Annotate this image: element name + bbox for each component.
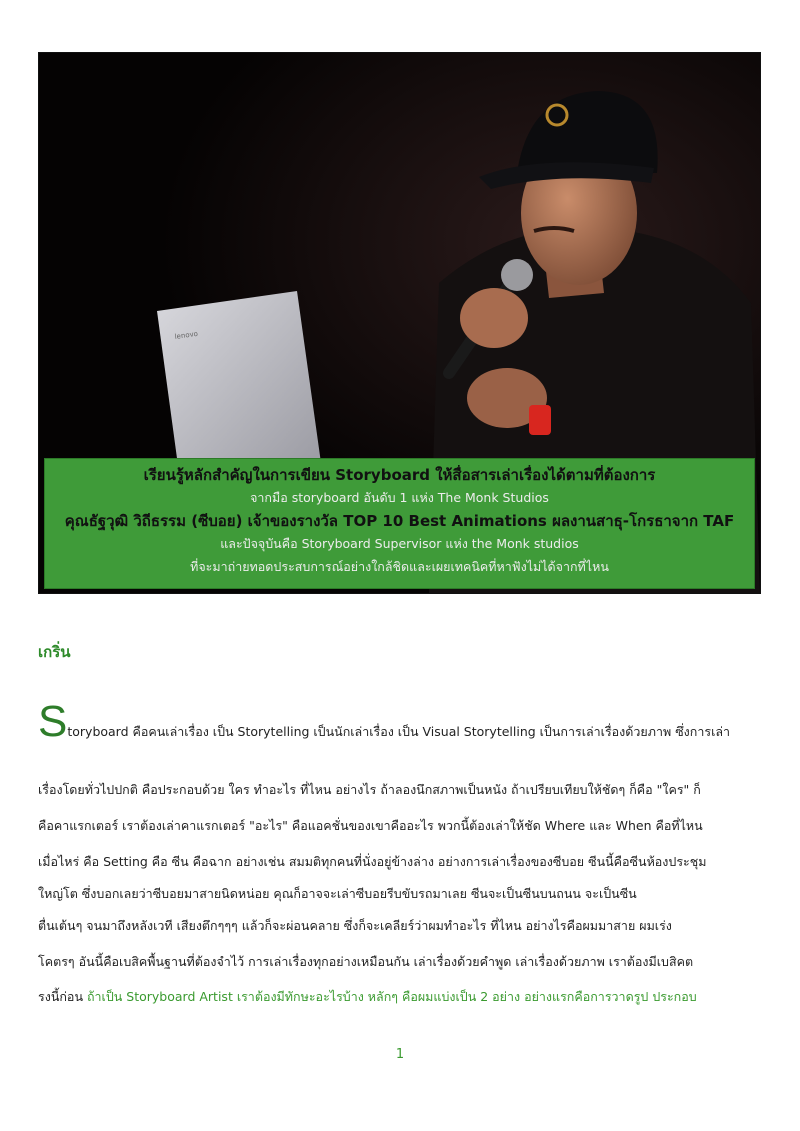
article-line-8-black: รงนี้ก่อน bbox=[38, 989, 87, 1004]
drop-cap: S bbox=[38, 700, 68, 744]
article-line-4: เมื่อไหร่ คือ Setting คือ ซีน คือฉาก อย่างเช่น สมมติทุกคนที่นั่งอยู่ข้างล่าง อย่างการเล่าเรื่องของซีบอย ซีนนี้คือซีนห้องประชุม bbox=[38, 854, 707, 869]
caption-speaker: คุณธัฐวุฒิ วิถีธรรม (ซีบอย) เจ้าของรางวัล TOP 10 Best Animations ผลงานสาธุ-โกรธาจาก TAF bbox=[64, 512, 735, 530]
section-heading: เกริ่น bbox=[38, 643, 71, 661]
article-line-5: ใหญ่โต ซึ่งบอกเลยว่าซีบอยมาสายนิดหน่อย คุณก็อาจจะเล่าซีบอยรีบขับรถมาเลย ซีนจะเป็นซีนบนถนน จะเป็นซีน bbox=[38, 886, 637, 901]
hero-photo bbox=[38, 52, 761, 594]
article-line-7: โคตรๆ อันนี้คือเบสิคพื้นฐานที่ต้องจำไว้ การเล่าเรื่องทุกอย่างเหมือนกัน เล่าเรื่องด้วยคำพูด เล่าเรื่องด้วยภาพ เราต้องมีเบสิคต bbox=[38, 954, 694, 969]
svg-text:lenovo: lenovo bbox=[174, 329, 199, 341]
article-line-1-text: toryboard คือคนเล่าเรื่อง เป็น Storytelling เป็นนักเล่าเรื่อง เป็น Visual Storytelling เป็นการเล่าเรื่องด้วยภาพ ซึ่งการเล่า bbox=[67, 724, 731, 739]
article-line-8 bbox=[38, 987, 762, 1007]
article-line-8-highlight: ถ้าเป็น Storyboard Artist เราต้องมีทักษะอะไรบ้าง หลักๆ คือผมแบ่งเป็น 2 อย่าง อย่างแรกคือการวาดรูป ประกอบ bbox=[86, 989, 697, 1004]
article-line-2: เรื่องโดยทั่วไปปกติ คือประกอบด้วย ใคร ทำอะไร ที่ไหน อย่างไร ถ้าลองนึกสภาพเป็นหนัง ถ้าเปรียบเทียบให้ชัดๆ ก็คือ "ใคร" ก็ bbox=[38, 782, 701, 797]
caption-promise: ที่จะมาถ่ายทอดประสบการณ์อย่างใกล้ชิดและเผยเทคนิคที่หาฟังไม่ได้จากที่ไหน bbox=[190, 559, 609, 574]
microphone-icon bbox=[501, 259, 533, 291]
watch-icon bbox=[529, 405, 551, 435]
page-number: 1 bbox=[395, 1047, 405, 1062]
caption-headline: เรียนรู้หลักสำคัญในการเขียน Storyboard ให้สื่อสารเล่าเรื่องได้ตามที่ต้องการ bbox=[143, 466, 656, 484]
laptop-icon bbox=[157, 291, 321, 473]
article-line-1 bbox=[38, 700, 762, 744]
article-line-3: คือคาแรกเตอร์ เราต้องเล่าคาแรกเตอร์ "อะไร" คือแอคชั่นของเขาคืออะไร พวกนี้ต้องเล่าให้ชัด Where และ When คือที่ไหน bbox=[38, 818, 703, 833]
article-line-6: ตื่นเต้นๆ จนมาถึงหลังเวที เสียงตึกๆๆๆ แล้วก็จะผ่อนคลาย ซึ่งก็จะเคลียร์ว่าผมทำอะไร ที่ไหน อย่างไรคือผมมาสาย ผมเร่ง bbox=[38, 918, 672, 933]
caption-source: จากมือ storyboard อันดับ 1 แห่ง The Monk Studios bbox=[250, 490, 549, 505]
promo-caption-box bbox=[44, 458, 755, 589]
caption-role: และปัจจุบันคือ Storyboard Supervisor แห่ง the Monk studios bbox=[220, 536, 579, 551]
